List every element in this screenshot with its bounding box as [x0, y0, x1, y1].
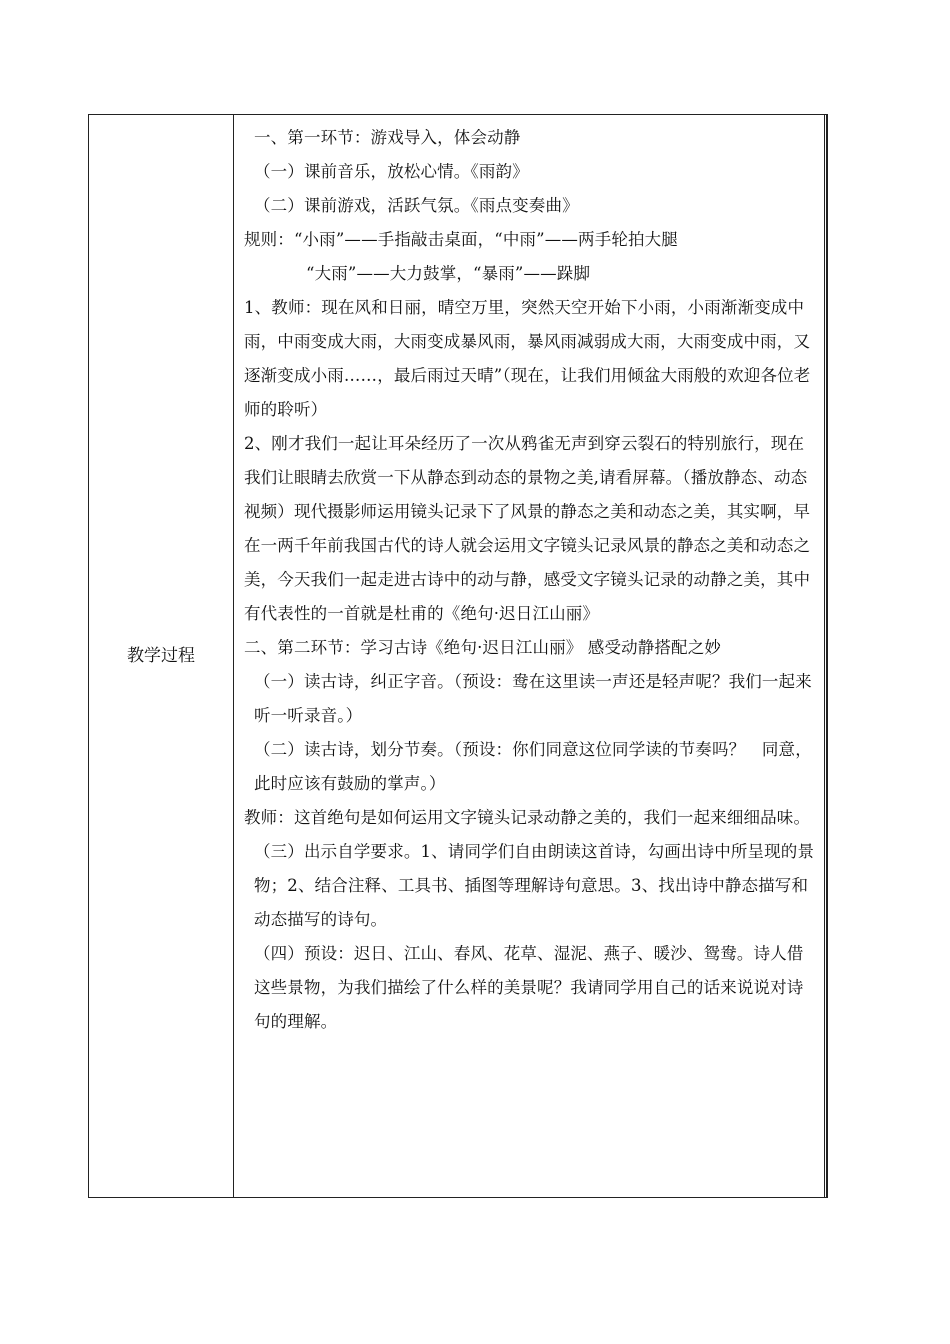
preset-scenery: （四）预设：迟日、江山、春风、花草、湿泥、燕子、暖沙、鸳鸯。诗人借这些景物，为我们描绘了什么样的美景呢？我请同学用自己的话来说说对诗句的理解。 — [254, 944, 804, 1031]
content-cell — [234, 115, 827, 1197]
read-poem-pronunciation: （一）读古诗，纠正字音。（预设：鸯在这里读一声还是轻声呢？我们一起来听一听录音。） — [254, 672, 812, 725]
lesson-plan-table — [88, 114, 828, 1198]
step-2-game: （二）课前游戏，活跃气氛。《雨点变奏曲》 — [254, 196, 579, 215]
teacher-paragraph-2: 2、刚才我们一起让耳朵经历了一次从鸦雀无声到穿云裂石的特别旅行，现在我们让眼睛去欣赏一下从静态到动态的景物之美,请看屏幕。（播放静态、动态视频）现代摄影师运用镜头记录下了风景的静态之美和动态之美，其实啊，早在一两千年前我国古代的诗人就会运用文字镜头记录风景的静态之美和动态之美，今天我们一起走进古诗中的动与静，感受文字镜头记录的动静之美，其中有代表性的一首就是杜甫的《绝句·迟日江山丽》 — [244, 434, 811, 623]
teacher-paragraph-1: 1、教师：现在风和日丽，晴空万里，突然天空开始下小雨，小雨渐渐变成中雨，中雨变成大雨，大雨变成暴风雨，暴风雨减弱成大雨，大雨变成中雨，又逐渐变成小雨……，最后雨过天晴”（现在，让我们用倾盆大雨般的欢迎各位老师的聆听） — [244, 298, 811, 419]
self-study-requirements: （三）出示自学要求。1、请同学们自由朗读这首诗，勾画出诗中所呈现的景物；2、结合注释、工具书、插图等理解诗句意思。3、找出诗中静态描写和动态描写的诗句。 — [254, 842, 815, 929]
section-2-heading: 二、第二环节：学习古诗《绝句·迟日江山丽》 感受动静搭配之妙 — [244, 638, 721, 657]
content-text — [234, 115, 824, 1039]
section-1-heading: 一、第一环节：游戏导入，体会动静 — [254, 128, 521, 147]
row-label: 教学过程 — [127, 646, 195, 666]
step-1-music: （一）课前音乐，放松心情。《雨韵》 — [254, 162, 529, 181]
read-poem-rhythm: （二）读古诗，划分节奏。（预设：你们同意这位同学读的节奏吗？ 同意，此时应该有鼓励的掌声。） — [254, 740, 812, 793]
game-rules-line-2: “大雨”——大力鼓掌，“暴雨”——跺脚 — [306, 264, 591, 283]
row-label-cell — [89, 115, 234, 1197]
game-rules-line-1: 规则：“小雨”——手指敲击桌面，“中雨”——两手轮拍大腿 — [244, 230, 678, 249]
teacher-paragraph-3: 教师：这首绝句是如何运用文字镜头记录动静之美的，我们一起来细细品味。 — [244, 808, 811, 827]
